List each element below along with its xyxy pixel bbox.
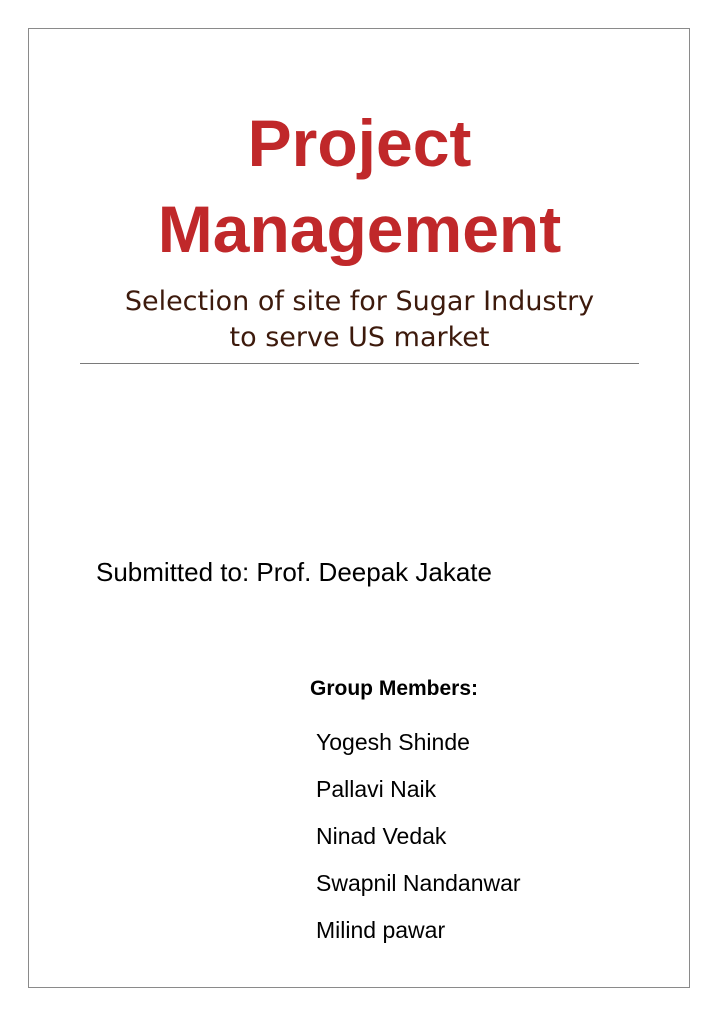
title-line-2: Management — [157, 192, 562, 266]
group-member: Yogesh Shinde — [316, 729, 470, 755]
document-subtitle — [0, 284, 719, 356]
group-members-list — [316, 719, 521, 954]
horizontal-rule — [80, 363, 639, 364]
group-member: Pallavi Naik — [316, 776, 437, 802]
subtitle-line-1: Selection of site for Sugar Industry — [124, 286, 595, 317]
group-members-heading: Group Members: — [310, 677, 479, 700]
submitted-to: Submitted to: Prof. Deepak Jakate — [96, 557, 492, 587]
document-title — [0, 100, 719, 272]
subtitle-line-2: to serve US market — [229, 322, 490, 353]
group-member: Ninad Vedak — [316, 823, 447, 849]
group-member: Milind pawar — [316, 917, 446, 943]
group-member: Swapnil Nandanwar — [316, 870, 521, 896]
title-line-1: Project — [247, 106, 472, 180]
